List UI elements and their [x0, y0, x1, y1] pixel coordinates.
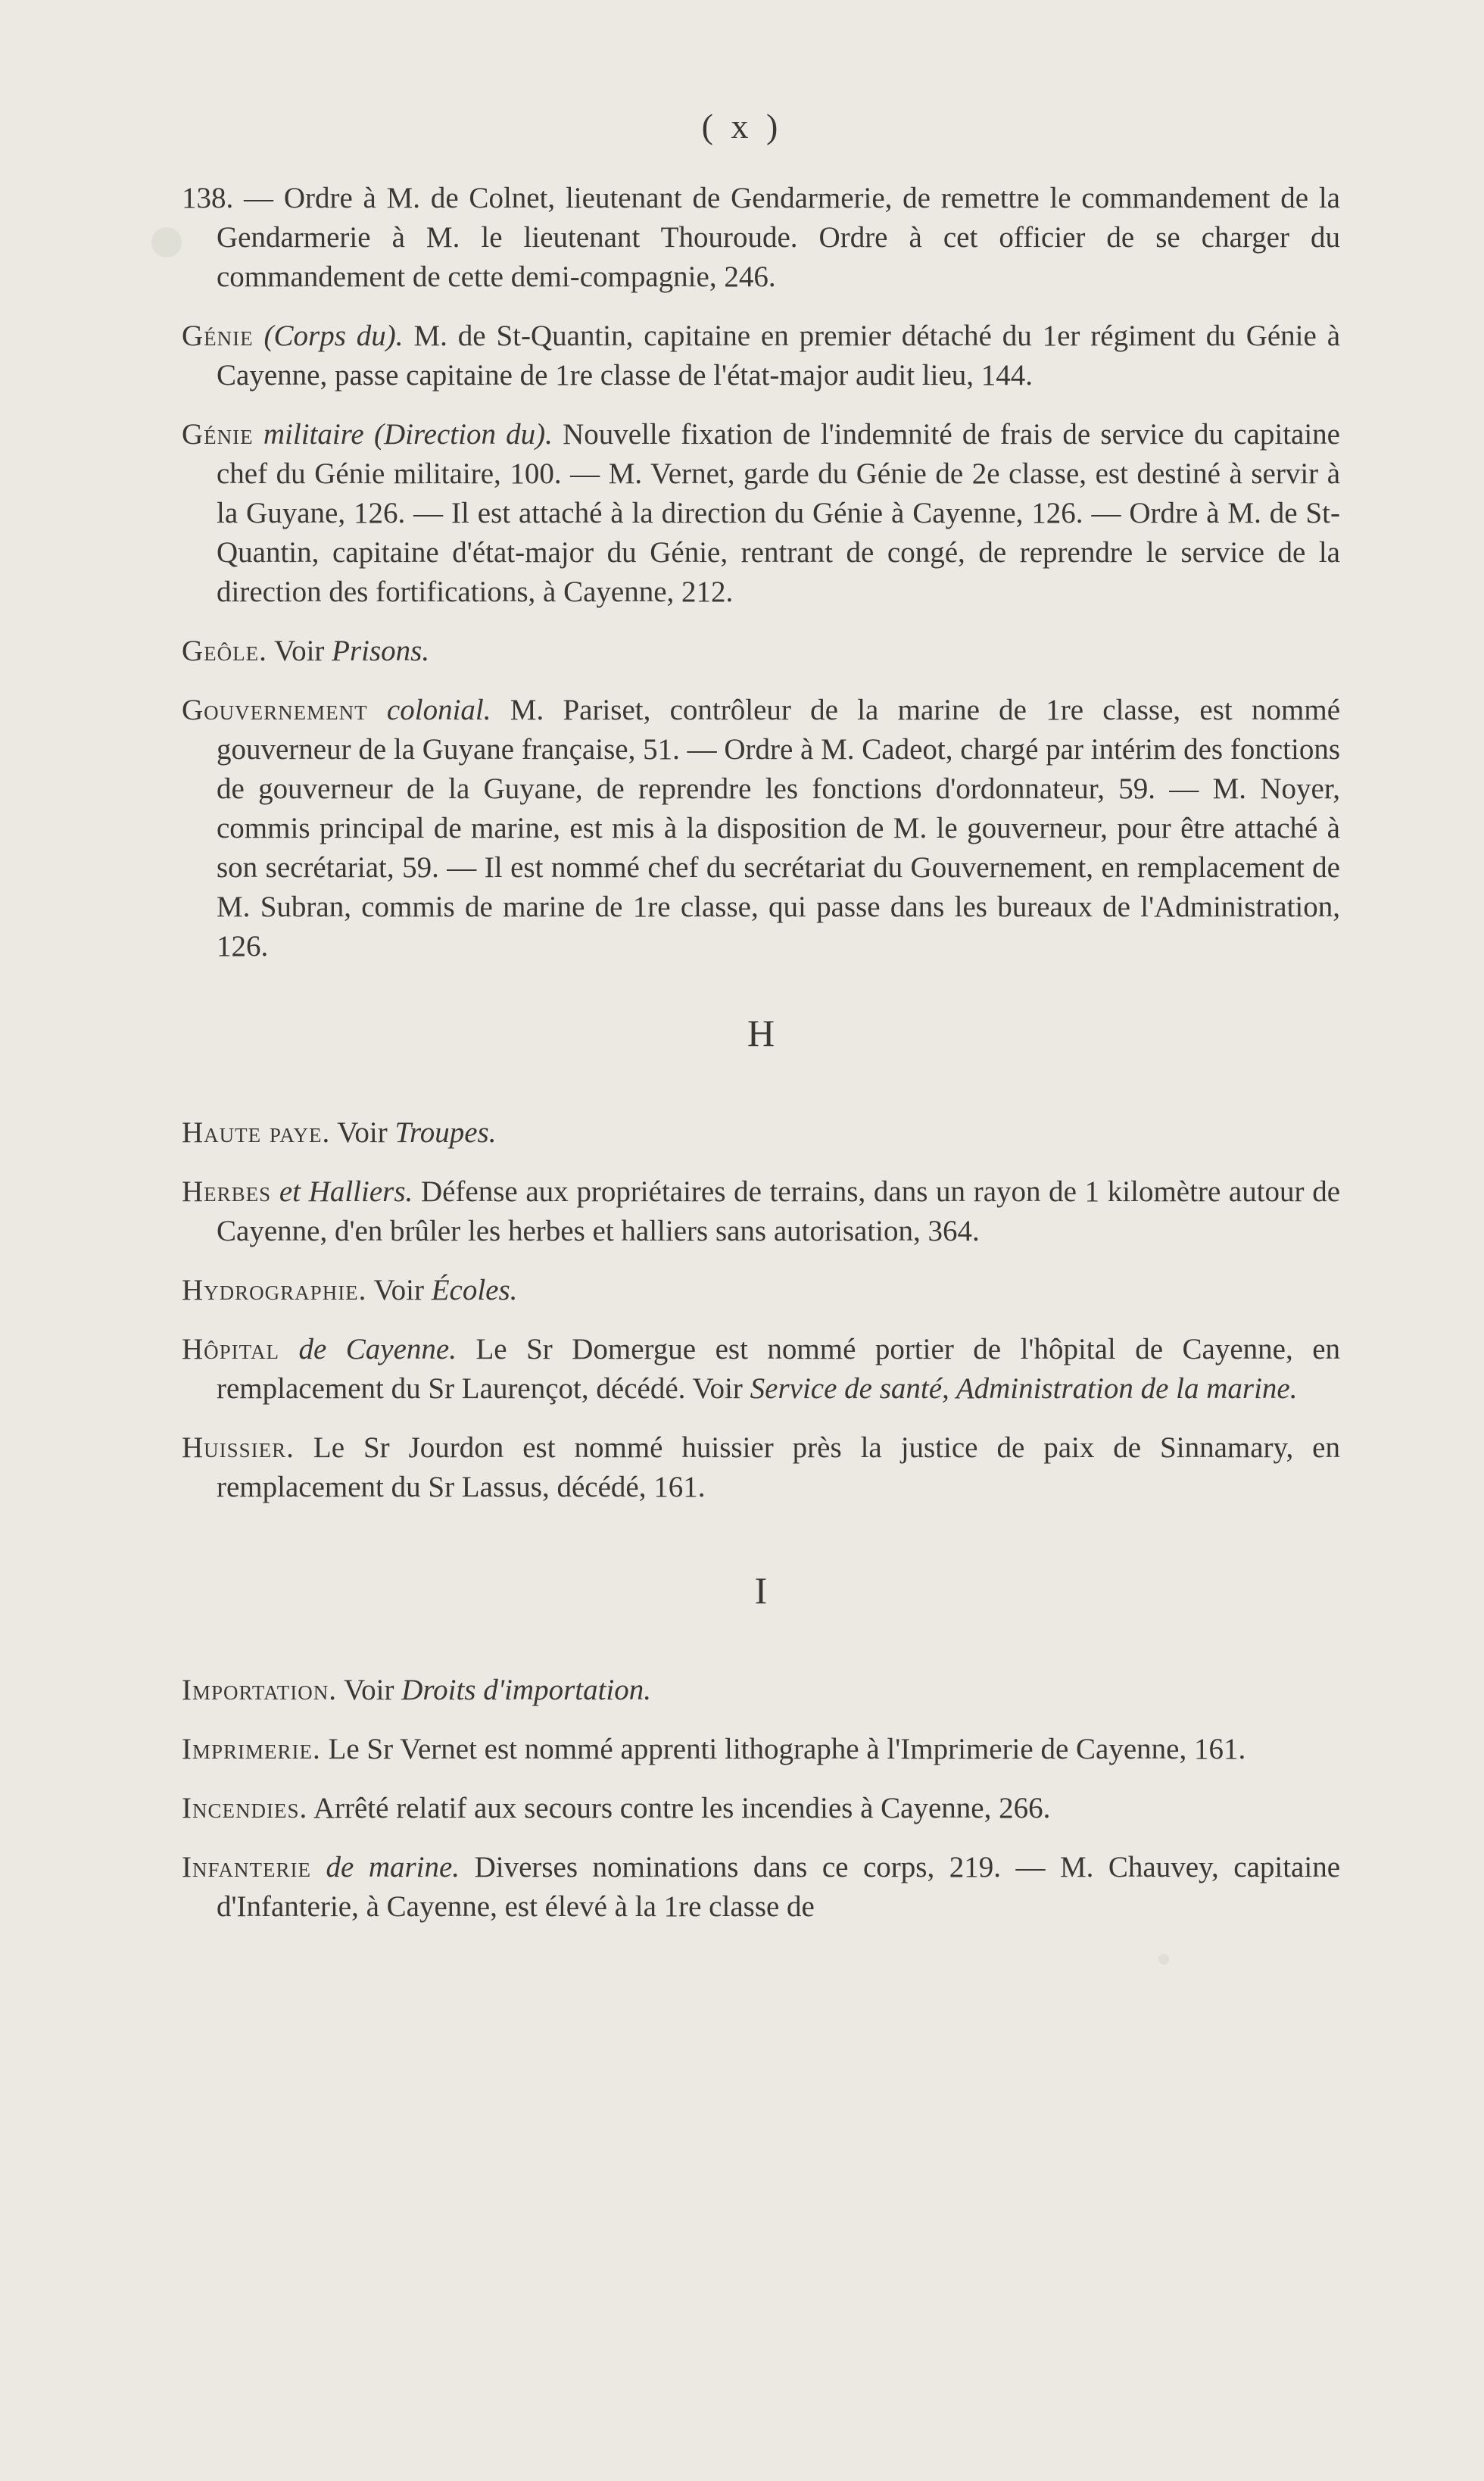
- index-entry-genie-militaire: [182, 415, 1340, 612]
- entry-term: Génie: [182, 418, 254, 451]
- index-entries: [182, 179, 1340, 1946]
- entry-text: Défense aux propriétaires de terrains, dans un rayon de 1 kilomètre autour de Cayenne, d'en brûler les herbes et halliers sans autorisation, 364.: [217, 1175, 1341, 1247]
- entry-term: Incendies.: [182, 1792, 308, 1824]
- entry-text: Nouvelle fixation de l'indemnité de frais de service du capitaine chef du Génie militaire, 100. — M. Vernet, garde du Génie de 2e classe, est destiné à servir à la Guyane, 126. — Il est attaché à la direction du Génie à Cayenne, 126. — Ordre à M. de St-Quantin, capitaine d'état-major du Génie, rentrant de congé, de reprendre le service de la direction des fortifications, à Cayenne, 212.: [217, 418, 1340, 608]
- index-entry-haute-paye: [182, 1113, 1340, 1153]
- entry-qualifier: et Halliers.: [279, 1175, 413, 1208]
- index-entry-infanterie: [182, 1848, 1340, 1927]
- entry-term: Hydrographie.: [182, 1274, 367, 1306]
- index-entry-hopital: [182, 1330, 1340, 1409]
- entry-text: Arrêté relatif aux secours contre les incendies à Cayenne, 266.: [313, 1792, 1051, 1824]
- entry-term: Imprimerie.: [182, 1733, 321, 1765]
- paper-stain: [1158, 1954, 1169, 1965]
- entry-text: Voir: [337, 1116, 395, 1149]
- index-entry-gouvernement: [182, 691, 1340, 966]
- entry-text: M. Pariset, contrôleur de la marine de 1re classe, est nommé gouverneur de la Guyane française, 51. — Ordre à M. Cadeot, chargé par intérim des fonctions de gouverneur de la Guyane, de reprendre les fonctions d'ordonnateur, 59. — M. Noyer, commis principal de marine, est mis à la disposition de M. le gouverneur, pour être attaché à son secrétariat, 59. — Il est nommé chef du secrétariat du Gouvernement, en remplacement de M. Subran, commis de marine de 1re classe, qui passe dans les bureaux de l'Administration, 126.: [217, 694, 1340, 963]
- entry-term: Huissier.: [182, 1431, 295, 1464]
- index-entry-hydrographie: [182, 1271, 1340, 1310]
- entry-term: Gouvernement: [182, 694, 368, 726]
- entry-text: Le Sr Vernet est nommé apprenti lithographe à l'Imprimerie de Cayenne, 161.: [328, 1733, 1246, 1765]
- index-entry-gendarmerie-continued: [182, 179, 1340, 297]
- entry-qualifier: colonial.: [386, 694, 491, 726]
- index-entry-incendies: [182, 1789, 1340, 1828]
- entry-text: Voir: [344, 1674, 402, 1706]
- entry-text: 138. — Ordre à M. de Colnet, lieutenant de Gendarmerie, de remettre le commandement de la Gendarmerie à M. le lieutenant Thouroude. Ordre à cet officier de se charger du commandement de cette demi-compagnie, 246.: [182, 182, 1340, 293]
- index-entry-genie-corps: [182, 317, 1340, 395]
- entry-text: Diverses nominations dans ce corps, 219. — M. Chauvey, capitaine d'Infanterie, à Cayenne, est élevé à la 1re classe de: [217, 1851, 1341, 1923]
- entry-text: Voir: [273, 635, 332, 667]
- index-entry-geole: [182, 632, 1340, 671]
- entry-text: Le Sr Jourdon est nommé huissier près la justice de paix de Sinnamary, en remplacement du Sr Lassus, décédé, 161.: [217, 1431, 1340, 1503]
- entry-crossref: Service de santé, Administration de la marine.: [750, 1372, 1298, 1405]
- index-entry-herbes: [182, 1172, 1340, 1251]
- entry-term: Herbes: [182, 1175, 272, 1208]
- paper-stain: [151, 227, 182, 257]
- index-entry-huissier: [182, 1428, 1340, 1507]
- entry-term: Geôle.: [182, 635, 267, 667]
- entry-qualifier: de Cayenne.: [298, 1333, 457, 1365]
- index-entry-imprimerie: [182, 1730, 1340, 1769]
- entry-qualifier: de marine.: [326, 1851, 460, 1883]
- entry-term: Importation.: [182, 1674, 337, 1706]
- entry-term: Haute paye.: [182, 1116, 331, 1149]
- section-heading-h: H: [747, 1012, 775, 1054]
- entry-text: Le Sr Domergue est nommé portier de l'hôpital de Cayenne, en remplacement du Sr Laurençot, décédé. Voir: [217, 1333, 1340, 1405]
- entry-crossref: Écoles.: [431, 1274, 518, 1306]
- entry-crossref: Prisons.: [332, 635, 430, 667]
- entry-crossref: Droits d'importation.: [401, 1674, 652, 1706]
- entry-term: Génie: [182, 320, 254, 352]
- index-entry-importation: [182, 1671, 1340, 1710]
- entry-crossref: Troupes.: [394, 1116, 497, 1149]
- entry-text: M. de St-Quantin, capitaine en premier détaché du 1er régiment du Génie à Cayenne, passe capitaine de 1re classe de l'état-major audit lieu, 144.: [217, 320, 1341, 392]
- entry-term: Hôpital: [182, 1333, 279, 1365]
- entry-term: Infanterie: [182, 1851, 311, 1883]
- entry-qualifier: (Corps du).: [263, 320, 404, 352]
- page-number: ( x ): [701, 107, 783, 145]
- entry-text: Voir: [373, 1274, 432, 1306]
- entry-qualifier: militaire (Direction du).: [263, 418, 553, 451]
- section-heading-i: I: [754, 1569, 768, 1612]
